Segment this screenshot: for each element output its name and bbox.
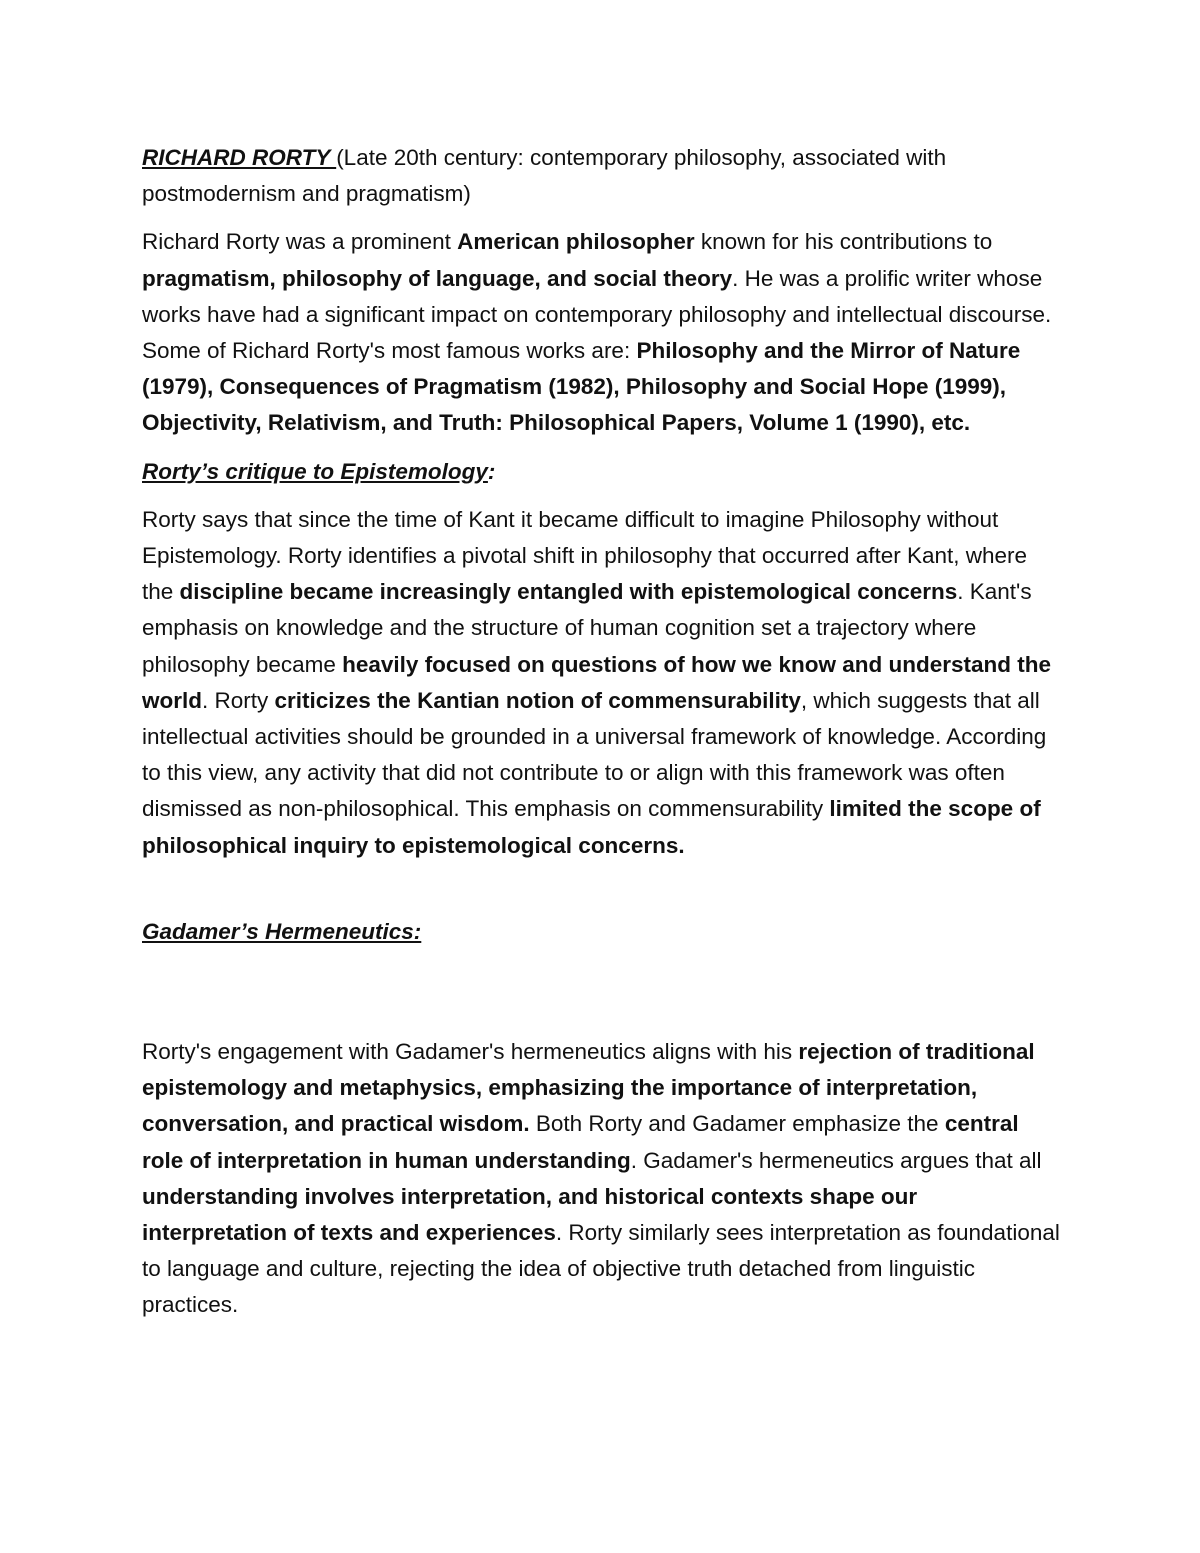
hermeneutics-heading: Gadamer’s Hermeneutics: bbox=[142, 918, 422, 944]
critique-heading-colon: : bbox=[487, 458, 496, 484]
critique-heading-line bbox=[142, 454, 1062, 490]
critique-text-segment: limited the scope of philosophical inquiry to epistemological concerns. bbox=[142, 796, 1041, 858]
intro-text-segment: pragmatism, philosophy of language, and social theory bbox=[142, 265, 733, 291]
intro-text-segment: Philosophy and the Mirror of Nature (1979), Consequences of Pragmatism (1982), Philosophy and Social Hope (1999), Objectivity, Relativism, and Truth: Philosophical Papers, Volume 1 (1990), etc. bbox=[142, 338, 1021, 436]
hermeneutics-text-segment: . Gadamer's hermeneutics argues that all bbox=[630, 1147, 1042, 1173]
critique-text-segment: . Rorty bbox=[202, 687, 275, 713]
hermeneutics-heading-line bbox=[142, 914, 1062, 950]
intro-text-segment: Richard Rorty was a prominent bbox=[142, 229, 458, 255]
critique-text-segment: Rorty says that since the time of Kant it became difficult to imagine Philosophy without Epistemology. Rorty identifies a pivotal shift in philosophy that occurred after Kant, where the bbox=[142, 506, 1028, 605]
critique-heading: Rorty’s critique to Epistemology bbox=[142, 458, 488, 484]
hermeneutics-text-segment: rejection of traditional epistemology and metaphysics, emphasizing the importance of interpretation, conversation, and practical wisdom. bbox=[142, 1039, 1035, 1137]
hermeneutics-text-segment: central role of interpretation in human understanding bbox=[142, 1111, 1019, 1173]
document-page bbox=[142, 140, 1062, 1324]
hermeneutics-text-segment: Both Rorty and Gadamer emphasize the bbox=[529, 1111, 945, 1137]
critique-text-segment: discipline became increasingly entangled with epistemological concerns bbox=[179, 579, 958, 605]
intro-paragraph bbox=[142, 224, 1062, 441]
document-title: RICHARD RORTY bbox=[142, 145, 337, 170]
critique-text-segment: criticizes the Kantian notion of commensurability bbox=[274, 687, 801, 713]
critique-text-segment: . Kant's emphasis on knowledge and the structure of human cognition set a trajectory where philosophy became bbox=[142, 579, 1032, 677]
hermeneutics-paragraph bbox=[142, 1034, 1062, 1324]
critique-text-segment: heavily focused on questions of how we know and understand the world bbox=[142, 651, 1051, 713]
intro-text-segment: . He was a prolific writer whose works have had a significant impact on contemporary philosophy and intellectual discourse. Some of Richard Rorty's most famous works are: bbox=[142, 265, 1052, 364]
hermeneutics-text-segment: understanding involves interpretation, and historical contexts shape our interpretation of texts and experiences bbox=[142, 1183, 918, 1246]
intro-text-segment: American philosopher bbox=[457, 229, 695, 255]
hermeneutics-text-segment: . Rorty similarly sees interpretation as foundational to language and culture, rejecting the idea of objective truth detached from linguistic practices. bbox=[142, 1220, 1060, 1318]
hermeneutics-text-segment: Rorty's engagement with Gadamer's hermeneutics aligns with his bbox=[142, 1039, 799, 1065]
intro-text-segment: known for his contributions to bbox=[694, 229, 993, 255]
document-subtitle: (Late 20th century: contemporary philosophy, associated with postmodernism and pragmatism) bbox=[142, 145, 947, 207]
critique-paragraph bbox=[142, 502, 1062, 864]
critique-text-segment: , which suggests that all intellectual activities should be grounded in a universal framework of knowledge. According to this view, any activity that did not contribute to or align with this framework was often dismissed as non-philosophical. This emphasis on commensurability bbox=[142, 687, 1047, 822]
document-title-line bbox=[142, 140, 1062, 212]
